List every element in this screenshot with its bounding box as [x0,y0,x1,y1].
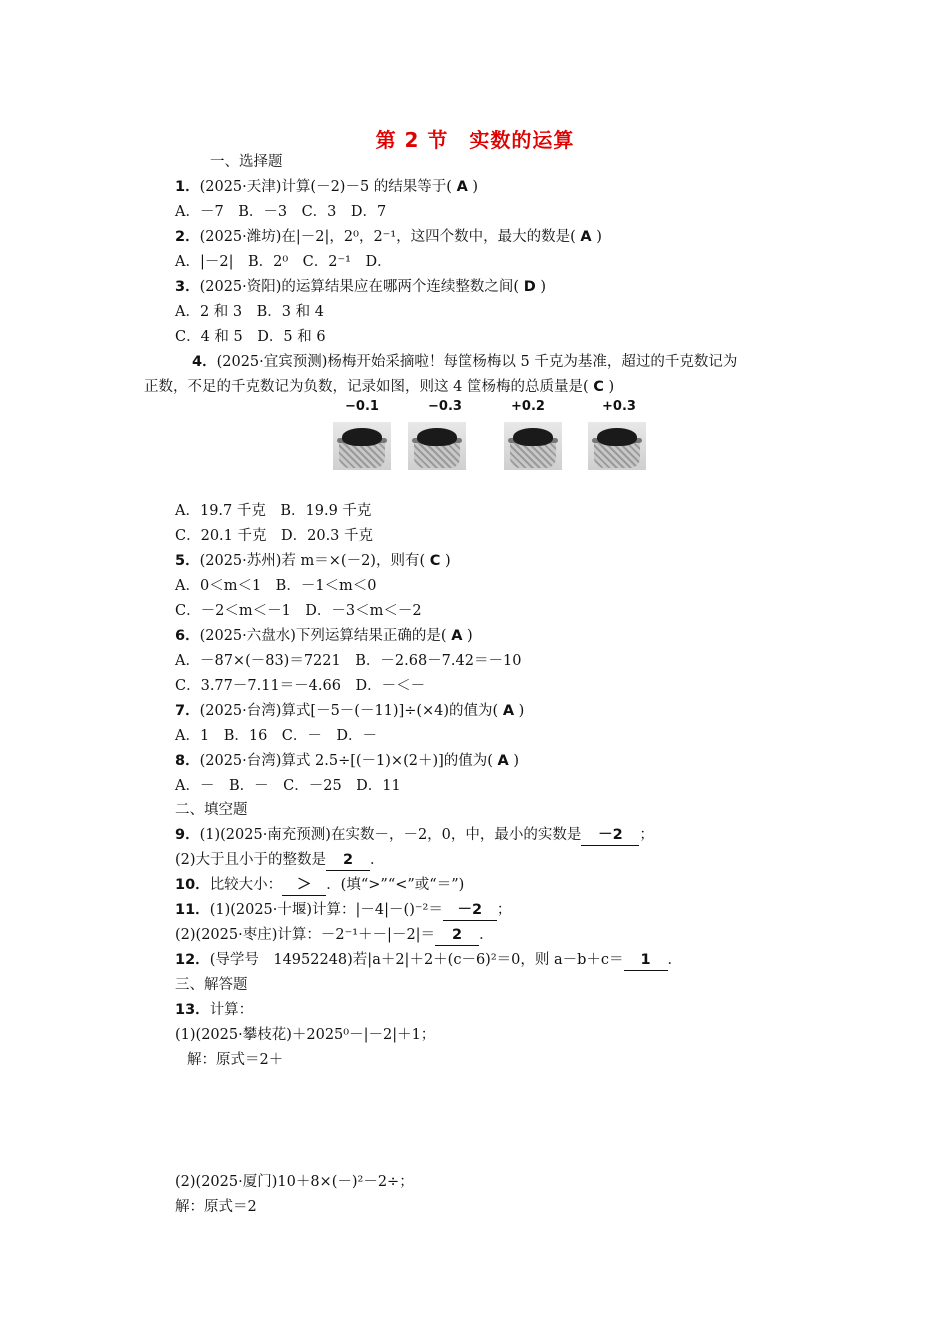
question-9-part-1 [175,825,654,846]
question-stem: 比较大小： [209,877,283,893]
question-stem-end: ； [496,902,512,918]
bayberry-basket-image [504,422,562,470]
question-stem: (2025·台湾)算式 2.5÷[(－1)×(2＋)]的值为( [199,753,493,769]
answer-blank: 1 [624,950,668,971]
answer: A [456,179,468,195]
question-13-part-2-solution: 解：原式＝2 [175,1199,257,1215]
question-number: 12． [175,952,210,968]
question-4 [192,352,737,372]
answer-blank: 2 [326,850,370,871]
question-6 [175,626,473,646]
answer: A [502,703,515,719]
question-stem-end: ) [596,229,602,245]
question-3-options-1: A．2 和 3 B．3 和 4 [175,304,324,320]
question-stem: (2025·六盘水)下列运算结果正确的是( [199,628,447,644]
question-stem-end: ) [513,753,520,769]
question-4-options-1: A．19.7 千克 B．19.9 千克 [175,503,372,519]
question-number: 2． [175,229,200,245]
question-stem: 计算： [209,1002,254,1018]
question-stem: (2025·台湾)算式[－5－(－11)]÷(×4)的值为( [199,703,499,719]
answer-blank: －2 [581,825,639,846]
answer: C [429,553,441,569]
question-stem-end: ) [540,279,547,295]
question-stem: (1)(2025·南充预测)在实数－，－2，0，中，最小的实数是 [199,827,582,843]
question-8-options: A．－ B．－ C．－25 D．11 [175,778,401,794]
basket-label-4: +0.3 [602,399,636,414]
question-13-part-1: (1)(2025·攀枝花)＋2025⁰－|－2|＋1； [175,1027,436,1043]
question-number: 8． [175,753,200,769]
question-13-part-2: (2)(2025·厦门)10＋8×(－)²－2÷； [175,1174,414,1190]
question-11-part-2 [175,925,494,946]
question-7-options: A．1 B．16 C．－ D．－ [175,728,378,744]
question-1-options: A．－7 B．－3 C．3 D．7 [175,204,387,220]
question-stem: (2)大于且小于的整数是 [175,852,327,868]
question-5 [175,551,451,571]
answer: A [451,628,463,644]
question-4-line-2 [144,377,614,397]
question-3-options-2: C．4 和 5 D．5 和 6 [175,329,326,345]
answer: C [593,379,604,395]
section-heading-choice: 一、选择题 [210,154,283,170]
question-stem: (2)(2025·枣庄)计算：－2⁻¹＋－|－2|＝ [175,927,436,943]
question-2 [175,227,602,247]
question-stem: 正数，不足的千克数记为负数，记录如图，则这 4 筐杨梅的总质量是( [144,379,589,395]
answer: A [580,229,592,245]
answer: D [523,279,536,295]
question-7 [175,701,524,721]
question-stem-end: ) [445,553,451,569]
answer: A [497,753,509,769]
question-4-options-2: C．20.1 千克 D．20.3 千克 [175,528,374,544]
question-stem-end: ) [467,628,473,644]
question-stem-end: ． [479,927,494,943]
question-stem: (2025·资阳)的运算结果应在哪两个连续整数之间( [199,279,520,295]
question-number: 9． [175,827,200,843]
question-number: 6． [175,628,200,644]
question-stem-end: ； [639,827,654,843]
answer-blank: －2 [443,900,497,921]
section-heading-fill: 二、填空题 [175,802,248,818]
bayberry-basket-image [408,422,466,470]
question-number: 10． [175,877,210,893]
question-stem: (2025·潍坊)在|－2|，2⁰，2⁻¹，这四个数中，最大的数是( [199,229,576,245]
bayberry-basket-image [588,422,646,470]
question-1 [175,177,478,197]
question-number: 4． [192,354,217,370]
question-9-part-2 [175,850,385,871]
question-8 [175,751,519,771]
answer-blank: 2 [435,925,479,946]
question-number: 3． [175,279,200,295]
question-6-options-2: C．3.77－7.11＝－4.66 D．－＜－ [175,678,426,694]
question-5-options-2: C．－2＜m＜－1 D．－3＜m＜－2 [175,603,422,619]
question-11-part-1 [175,900,511,921]
question-number: 1． [175,179,200,195]
question-number: 13． [175,1002,210,1018]
question-stem-end: ) [518,703,525,719]
question-13 [175,1000,253,1020]
question-6-options-1: A．－87×(－83)＝7221 B．－2.68－7.42＝－10 [175,653,522,669]
basket-label-2: −0.3 [428,399,462,414]
basket-label-1: −0.1 [345,399,379,414]
section-heading-solve: 三、解答题 [175,977,248,993]
question-12 [175,950,682,971]
question-stem: (1)(2025·十堰)计算：|－4|－()⁻²＝ [209,902,443,918]
question-stem-end: ． [667,952,683,968]
question-stem-end: ． [370,852,385,868]
basket-label-3: +0.2 [511,399,545,414]
question-3 [175,277,546,297]
question-10 [175,875,464,896]
question-stem-end: ) [472,179,479,195]
page-title: 第 2 节 实数的运算 [375,128,575,152]
question-13-part-1-solution: 解：原式＝2＋ [187,1052,284,1068]
question-stem: (2025·苏州)若 m＝×(－2)，则有( [199,553,426,569]
question-number: 5． [175,553,200,569]
question-number: 7． [175,703,200,719]
bayberry-basket-image [333,422,391,470]
question-stem: (2025·宜宾预测)杨梅开始采摘啦！每筐杨梅以 5 千克为基准，超过的千克数记为 [216,354,738,370]
question-stem-end: ．(填“>”“<”或“＝”) [326,877,465,893]
question-2-options: A．|－2| B．2⁰ C．2⁻¹ D． [175,254,392,270]
question-number: 11． [175,902,210,918]
question-stem: (导学号 14952248)若|a＋2|＋2＋(c－6)²＝0，则 a－b＋c＝ [209,952,624,968]
question-stem: (2025·天津)计算(－2)－5 的结果等于( [199,179,452,195]
question-5-options-1: A．0＜m＜1 B．－1＜m＜0 [175,578,377,594]
answer-blank: ＞ [282,875,326,896]
question-stem-end: ) [608,379,615,395]
